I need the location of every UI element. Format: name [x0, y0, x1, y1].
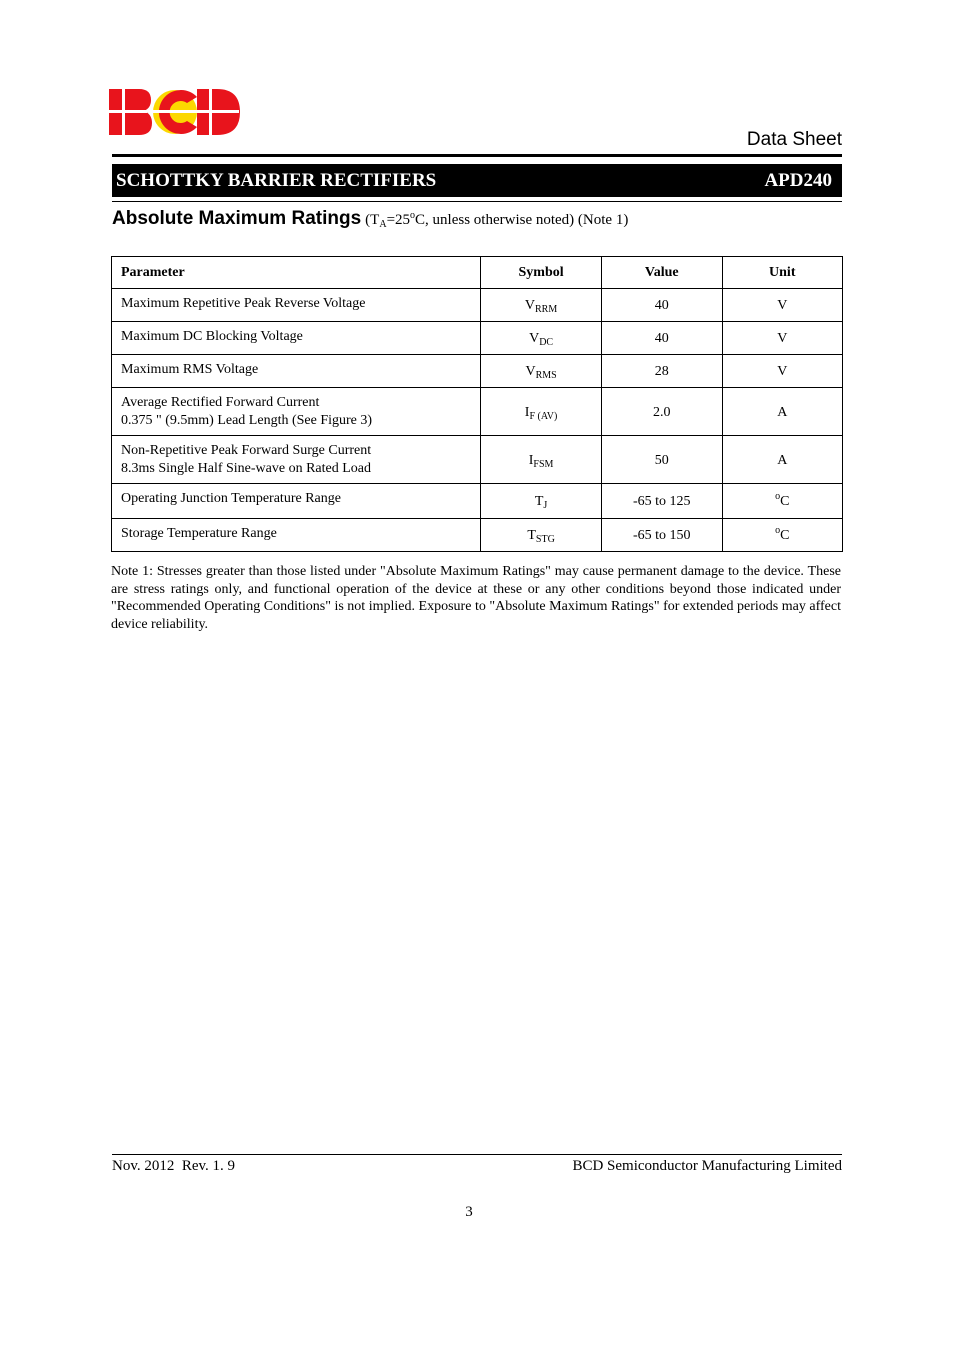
- cell-parameter: Maximum RMS Voltage: [112, 355, 481, 388]
- cell-parameter: Average Rectified Forward Current 0.375 " (9.5mm) Lead Length (See Figure 3): [112, 388, 481, 436]
- header-parameter: Parameter: [112, 257, 481, 289]
- header-rule-top: [112, 154, 842, 157]
- header-value: Value: [601, 257, 722, 289]
- table-row: [112, 289, 843, 322]
- cell-unit: V: [722, 355, 842, 388]
- section-heading: [112, 208, 628, 230]
- cell-value: 40: [601, 322, 722, 355]
- page-number: 3: [465, 1204, 473, 1220]
- section-title: Absolute Maximum Ratings: [112, 208, 362, 229]
- cell-value: 40: [601, 289, 722, 322]
- cell-parameter: Storage Temperature Range: [112, 519, 481, 552]
- cell-value: 28: [601, 355, 722, 388]
- cell-value: -65 to 150: [601, 519, 722, 552]
- cell-unit: $^o$C: [722, 519, 842, 552]
- table-row: [112, 436, 843, 484]
- absolute-maximum-ratings-table: [111, 256, 843, 552]
- table-row: [112, 388, 843, 436]
- cell-value: 50: [601, 436, 722, 484]
- section-conditions: ($T_A=25^oC$, unless otherwise noted) (Note 1): [365, 210, 629, 230]
- header-symbol: Symbol: [481, 257, 602, 289]
- ratings-note: Note 1: Stresses greater than those listed under "Absolute Maximum Ratings" may cause permanent damage to the device. These are stress ratings only, and functional operation of the device at these or any other conditions beyond those indicated under "Recommended Operating Conditions" is not implied. Exposure to "Absolute Maximum Ratings" for extended periods may affect device reliability.: [111, 564, 841, 632]
- product-title: SCHOTTKY BARRIER RECTIFIERS: [116, 170, 437, 191]
- doc-type-label: Data Sheet: [746, 129, 842, 150]
- cell-symbol: $I_{F (AV)}$: [481, 388, 602, 436]
- bcd-logo: [109, 89, 241, 135]
- cell-parameter: Operating Junction Temperature Range: [112, 484, 481, 519]
- table-row: [112, 484, 843, 519]
- footer-company: BCD Semiconductor Manufacturing Limited: [572, 1158, 842, 1174]
- cell-symbol: $V_{RMS}$: [481, 355, 602, 388]
- footer-rule: [112, 1154, 842, 1155]
- table-row: [112, 519, 843, 552]
- footer-date-revision: Nov. 2012 Rev. 1. 9: [112, 1158, 236, 1174]
- cell-symbol: $I_{FSM}$: [481, 436, 602, 484]
- header-unit: Unit: [722, 257, 842, 289]
- cell-value: 2.0: [601, 388, 722, 436]
- table-header-row: [112, 257, 843, 289]
- cell-symbol: $V_{RRM}$: [481, 289, 602, 322]
- cell-symbol: $T_{STG}$: [481, 519, 602, 552]
- table-row: [112, 322, 843, 355]
- table-row: [112, 355, 843, 388]
- cell-parameter: Non-Repetitive Peak Forward Surge Current 8.3ms Single Half Sine-wave on Rated Load: [112, 436, 481, 484]
- cell-parameter: Maximum Repetitive Peak Reverse Voltage: [112, 289, 481, 322]
- part-number: APD240: [764, 170, 832, 191]
- header-rule-bottom: [112, 201, 842, 202]
- cell-unit: $^o$C: [722, 484, 842, 519]
- cell-value: -65 to 125: [601, 484, 722, 519]
- cell-unit: A: [722, 436, 842, 484]
- cell-unit: V: [722, 322, 842, 355]
- cell-unit: A: [722, 388, 842, 436]
- cell-symbol: $T_J$: [481, 484, 602, 519]
- title-bar: [112, 164, 842, 197]
- cell-parameter: Maximum DC Blocking Voltage: [112, 322, 481, 355]
- cell-symbol: $V_{DC}$: [481, 322, 602, 355]
- cell-unit: V: [722, 289, 842, 322]
